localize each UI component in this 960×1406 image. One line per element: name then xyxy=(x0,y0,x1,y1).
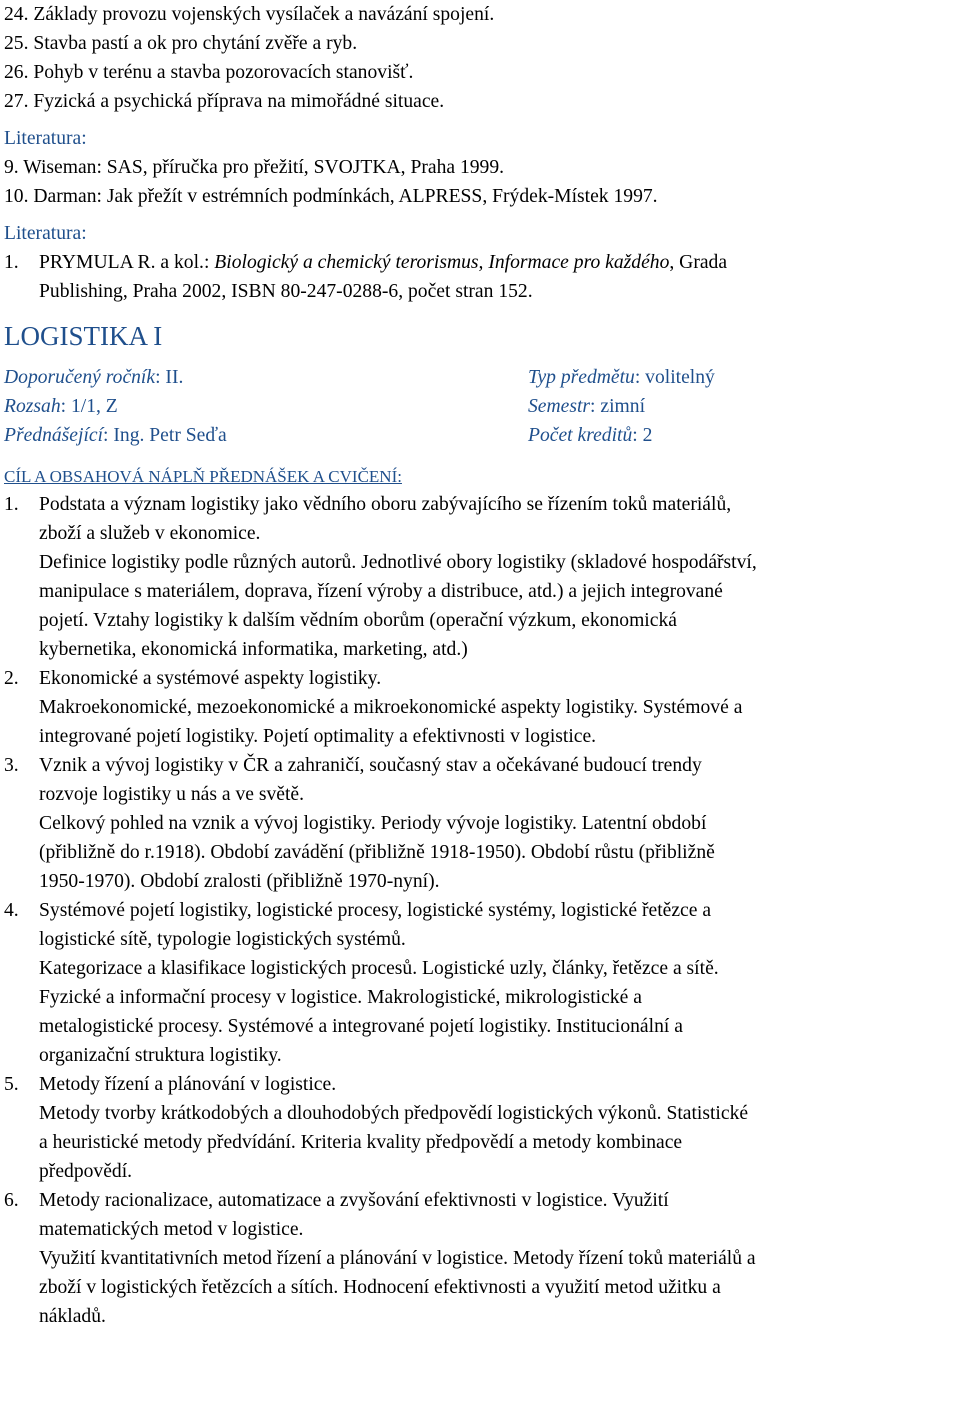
topic-line: Celkový pohled na vznik a vývoj logistiky. Periody vývoje logistiky. Latentní období xyxy=(39,813,707,834)
topic-line: 1950-1970). Období zralosti (přibližně 1970-nyní). xyxy=(39,871,440,892)
literature-heading: Literatura: xyxy=(4,128,87,149)
literature-item: 10. Darman: Jak přežít v estrémních podmínkách, ALPRESS, Frýdek-Místek 1997. xyxy=(4,186,658,207)
topic-line: kybernetika, ekonomická informatika, marketing, atd.) xyxy=(39,639,468,660)
topic-line: (přibližně do r.1918). Období zavádění (přibližně 1918-1950). Období růstu (přibližně xyxy=(39,842,715,863)
topic-line: Makroekonomické, mezoekonomické a mikroekonomické aspekty logistiky. Systémové a xyxy=(39,697,743,718)
topic-line: Fyzické a informační procesy v logistice. Makrologistické, mikrologistické a xyxy=(39,987,642,1008)
recommended-year-label: Doporučený ročník xyxy=(4,367,156,388)
topic-number: 2. xyxy=(4,668,19,689)
literature-number: 1. xyxy=(4,252,19,273)
semester xyxy=(528,392,946,421)
subject-type xyxy=(528,363,946,392)
topic-item xyxy=(4,490,946,664)
topic-item xyxy=(4,1070,946,1186)
topic-item xyxy=(4,664,946,751)
topic-line: předpovědí. xyxy=(39,1161,133,1182)
topic-line: pojetí. Vztahy logistiky k dalším vědním oborům (operační výzkum, ekonomická xyxy=(39,610,677,631)
topic-number: 3. xyxy=(4,755,19,776)
course-title: LOGISTIKA I xyxy=(4,321,163,351)
lecturer xyxy=(4,421,528,450)
topic-line: zboží v logistických řetězcích a sítích. Hodnocení efektivnosti a využití metod užitku a xyxy=(39,1277,721,1298)
credits xyxy=(528,421,946,450)
literature-publisher: , Grada xyxy=(669,252,728,273)
literature-item: 9. Wiseman: SAS, příručka pro přežití, SVOJTKA, Praha 1999. xyxy=(4,157,505,178)
topic-line: Využití kvantitativních metod řízení a plánování v logistice. Metody řízení toků materiálů a xyxy=(39,1248,756,1269)
topic-line: Metody tvorby krátkodobých a dlouhodobých předpovědí logistických výkonů. Statistické xyxy=(39,1103,749,1124)
list-item: 26. Pohyb v terénu a stavba pozorovacích stanovišť. xyxy=(4,62,414,83)
lecturer-label: Přednášející xyxy=(4,425,104,446)
topic-line: logistické sítě, typologie logistických systémů. xyxy=(39,929,406,950)
list-item: 24. Základy provozu vojenských vysílaček a navázání spojení. xyxy=(4,4,495,25)
lecturer-value: : Ing. Petr Seďa xyxy=(103,425,227,446)
scope xyxy=(4,392,528,421)
topic-line: Metody racionalizace, automatizace a zvyšování efektivnosti v logistice. Využití xyxy=(39,1190,669,1211)
topic-line: Ekonomické a systémové aspekty logistiky. xyxy=(39,668,382,689)
topic-line: matematických metod v logistice. xyxy=(39,1219,304,1240)
recommended-year xyxy=(4,363,528,392)
topic-line: Podstata a význam logistiky jako vědního oboru zabývajícího se řízením toků materiálů, xyxy=(39,494,732,515)
topic-number: 1. xyxy=(4,494,19,515)
semester-label: Semestr xyxy=(528,396,591,417)
topic-number: 5. xyxy=(4,1074,19,1095)
topic-line: Kategorizace a klasifikace logistických procesů. Logistické uzly, články, řetězce a sítě. xyxy=(39,958,719,979)
scope-value: : 1/1, Z xyxy=(60,396,118,417)
course-info xyxy=(4,363,946,450)
literature-heading: Literatura: xyxy=(4,223,87,244)
literature-author: PRYMULA R. a kol.: xyxy=(39,252,210,273)
topic-line: Metody řízení a plánování v logistice. xyxy=(39,1074,337,1095)
list-item: 27. Fyzická a psychická příprava na mimořádné situace. xyxy=(4,91,445,112)
scope-label: Rozsah xyxy=(4,396,61,417)
topic-line: metalogistické procesy. Systémové a integrované pojetí logistiky. Institucionální a xyxy=(39,1016,683,1037)
credits-value: : 2 xyxy=(632,425,653,446)
topic-item xyxy=(4,751,946,896)
topic-line: nákladů. xyxy=(39,1306,106,1327)
topic-line: Definice logistiky podle různých autorů. Jednotlivé obory logistiky (skladové hospodářství, xyxy=(39,552,757,573)
top-list xyxy=(4,0,946,116)
topic-line: Systémové pojetí logistiky, logistické procesy, logistické systémy, logistické řetězce a xyxy=(39,900,712,921)
subject-type-label: Typ předmětu xyxy=(528,367,635,388)
topic-line: zboží a služeb v ekonomice. xyxy=(39,523,261,544)
topic-number: 4. xyxy=(4,900,19,921)
literature-entry xyxy=(4,248,946,306)
topic-line: a heuristické metody předvídání. Kriteria kvality předpovědí a metody kombinace xyxy=(39,1132,683,1153)
semester-value: : zimní xyxy=(590,396,646,417)
topic-line: manipulace s materiálem, doprava, řízení výroby a distribuce, atd.) a jejich integrované xyxy=(39,581,723,602)
topic-line: organizační struktura logistiky. xyxy=(39,1045,282,1066)
topic-line: Vznik a vývoj logistiky v ČR a zahraničí, současný stav a očekávané budoucí trendy xyxy=(39,755,702,776)
topics-list xyxy=(4,490,946,1331)
literature-details: Publishing, Praha 2002, ISBN 80-247-0288-6, počet stran 152. xyxy=(39,281,533,302)
content-heading: CÍL A OBSAHOVÁ NÁPLŇ PŘEDNÁŠEK A CVIČENÍ: xyxy=(4,467,402,486)
credits-label: Počet kreditů xyxy=(528,425,633,446)
topic-number: 6. xyxy=(4,1190,19,1211)
topic-item xyxy=(4,1186,946,1331)
topic-item xyxy=(4,896,946,1070)
recommended-year-value: : II. xyxy=(155,367,184,388)
literature-title: Biologický a chemický terorismus, Informace pro každého xyxy=(214,252,670,273)
subject-type-value: : volitelný xyxy=(634,367,715,388)
topic-line: rozvoje logistiky u nás a ve světě. xyxy=(39,784,304,805)
topic-line: integrované pojetí logistiky. Pojetí optimality a efektivnosti v logistice. xyxy=(39,726,597,747)
list-item: 25. Stavba pastí a ok pro chytání zvěře a ryb. xyxy=(4,33,358,54)
